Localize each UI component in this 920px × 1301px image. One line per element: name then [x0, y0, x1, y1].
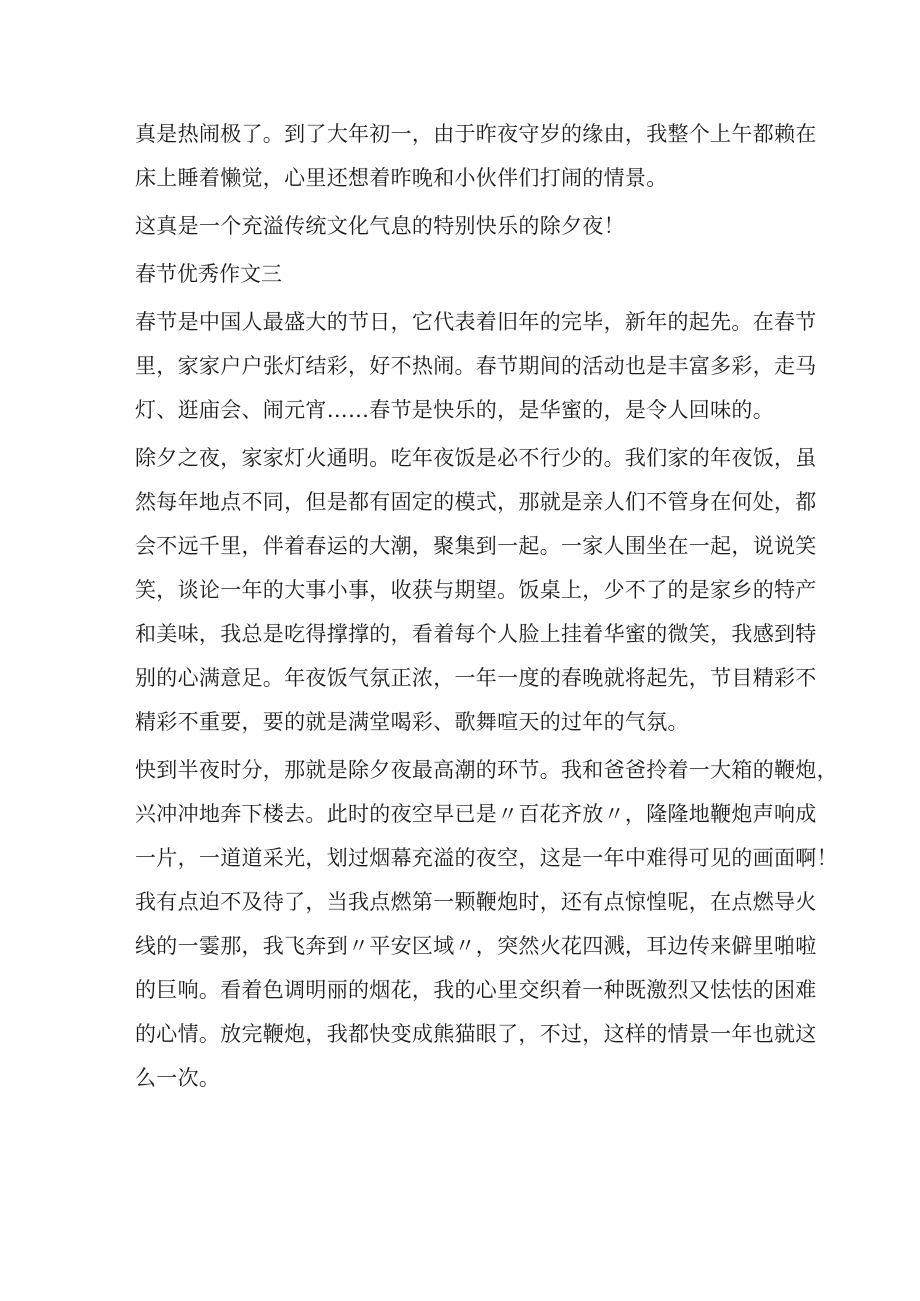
paragraph-4 [135, 436, 817, 744]
text-line: 春节是中国人最盛大的节日，它代表着旧年的完毕，新年的起先。在春节 [135, 310, 817, 334]
paragraph-1 [135, 112, 817, 200]
section-heading [135, 252, 785, 296]
text-line: 床上睡着懒觉，心里还想着昨晚和小伙伴们打闹的情景。 [135, 166, 668, 190]
document-page [135, 112, 838, 1104]
text-line: 的心情。放完鞭炮，我都快变成熊猫眼了，不过，这样的情景一年也就这 [135, 1022, 817, 1046]
text-line: 灯、逛庙会、闹元宵……春节是快乐的，是华蜜的，是令人回味的。 [135, 398, 774, 422]
text-line: 除夕之夜，家家灯火通明。吃年夜饭是必不行少的。我们家的年夜饭，虽 [135, 446, 817, 470]
text-line: 快到半夜时分，那就是除夕夜最高潮的环节。我和爸爸拎着一大箱的鞭炮， [135, 758, 838, 782]
text-line: 兴冲冲地奔下楼去。此时的夜空早已是〃百花齐放〃，隆隆地鞭炮声响成 [135, 802, 817, 826]
text-line: 然每年地点不同，但是都有固定的模式，那就是亲人们不管身在何处，都 [135, 490, 817, 514]
text-line: 么一次。 [135, 1066, 221, 1090]
heading-text: 春节优秀作文三 [135, 262, 282, 286]
text-line: 笑，谈论一年的大事小事，收获与期望。饭桌上，少不了的是家乡的特产 [135, 578, 817, 602]
text-line: 我有点迫不及待了，当我点燃第一颗鞭炮时，还有点惊惶呢，在点燃导火 [135, 890, 817, 914]
text-line: 别的心满意足。年夜饭气氛正浓，一年一度的春晚就将起先，节目精彩不 [135, 666, 817, 690]
paragraph-5 [135, 748, 838, 1100]
text-line: 这真是一个充溢传统文化气息的特别快乐的除夕夜！ [135, 214, 625, 238]
text-line: 一片，一道道采光，划过烟幕充溢的夜空，这是一年中难得可见的画面啊！ [135, 846, 838, 870]
text-line: 真是热闹极了。到了大年初一，由于昨夜守岁的缘由，我整个上午都赖在 [135, 122, 817, 146]
text-line: 里，家家户户张灯结彩，好不热闹。春节期间的活动也是丰富多彩，走马 [135, 354, 817, 378]
text-line: 和美味，我总是吃得撑撑的，看着每个人脸上挂着华蜜的微笑，我感到特 [135, 622, 817, 646]
text-line: 精彩不重要，要的就是满堂喝彩、歌舞喧天的过年的气氛。 [135, 710, 689, 734]
text-line: 的巨响。看着色调明丽的烟花，我的心里交织着一种既激烈又怯怯的困难 [135, 978, 817, 1002]
text-line: 会不远千里，伴着春运的大潮，聚集到一起。一家人围坐在一起，说说笑 [135, 534, 817, 558]
paragraph-2 [135, 204, 785, 248]
paragraph-3 [135, 300, 817, 432]
text-line: 线的一霎那，我飞奔到〃平安区域〃，突然火花四溅，耳边传来僻里啪啦 [135, 934, 817, 958]
